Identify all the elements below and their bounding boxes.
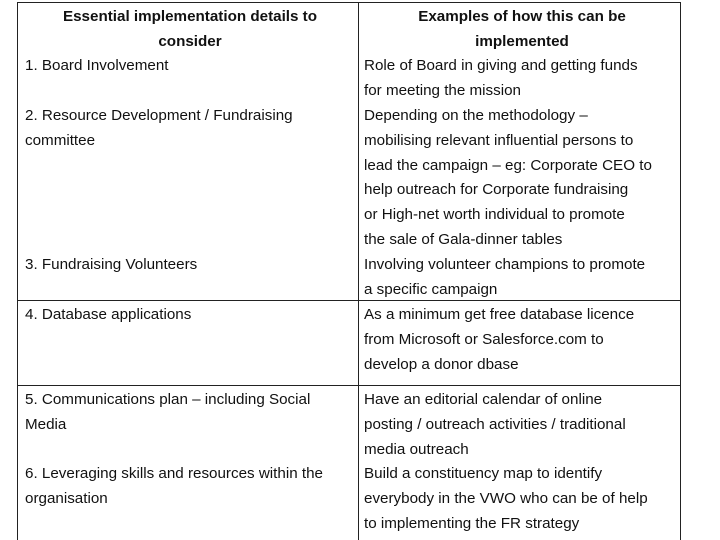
table-row-5-example: Have an editorial calendar of online posting / outreach activities / traditional media outreach xyxy=(364,391,626,458)
table-border-left xyxy=(17,2,18,540)
table-row-6-example: Build a constituency map to identify everybody in the VWO who can be of help to implementing the FR strategy xyxy=(364,465,648,532)
table-border-right xyxy=(680,2,681,540)
header-essential-details: Essential implementation details to consider xyxy=(62,8,318,50)
table-row-6-detail: 6. Leveraging skills and resources within the organisation xyxy=(25,465,324,507)
table-row-1-detail: 1. Board Involvement xyxy=(25,57,169,74)
table-row-4-detail: 4. Database applications xyxy=(25,306,192,323)
header-examples: Examples of how this can be implemented xyxy=(418,8,626,50)
table-column-divider xyxy=(358,2,359,540)
table-row-divider xyxy=(17,300,681,301)
table-row-3-example: Involving volunteer champions to promote a specific campaign xyxy=(364,256,646,298)
table-row-2-example: Depending on the methodology – mobilising relevant influential persons to lead the campaign – eg: Corporate CEO to help outreach for Corporate fundraising or High-net worth individual to promote the sale of Gala-dinner tables xyxy=(364,107,652,248)
implementation-table xyxy=(17,2,681,540)
table-row-2-detail: 2. Resource Development / Fundraising committee xyxy=(25,107,293,149)
table-row-5-detail: 5. Communications plan – including Social Media xyxy=(25,391,311,433)
table-row-1-example: Role of Board in giving and getting funds for meeting the mission xyxy=(364,57,638,99)
table-row-4-example: As a minimum get free database licence from Microsoft or Salesforce.com to develop a donor dbase xyxy=(364,306,635,373)
table-row-3-detail: 3. Fundraising Volunteers xyxy=(25,256,198,273)
table-row-divider xyxy=(17,385,681,386)
table-border-top xyxy=(17,2,681,3)
